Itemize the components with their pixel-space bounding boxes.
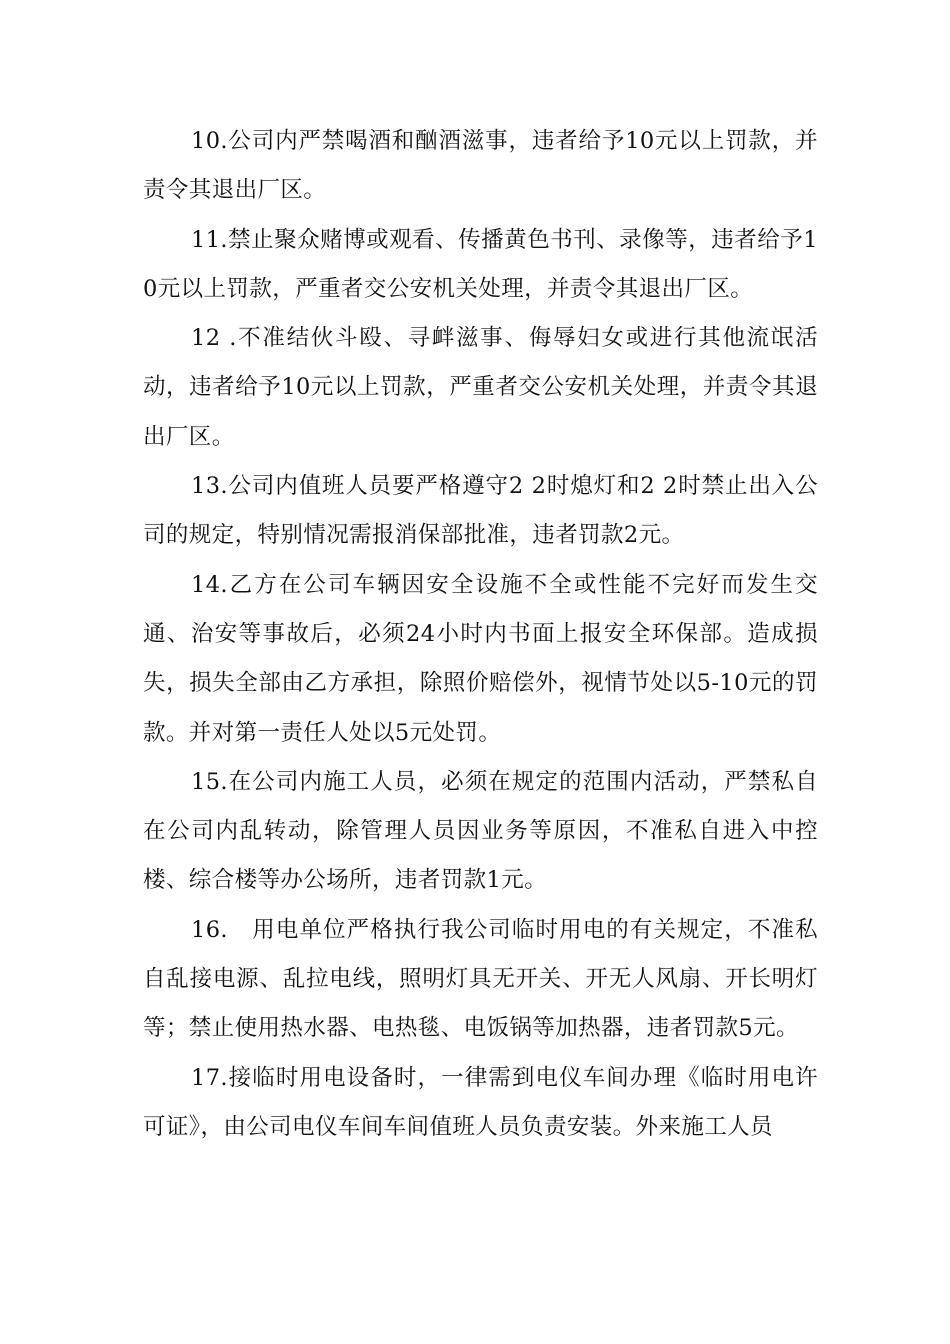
rule-item-10: 10.公司内严禁喝酒和酗酒滋事，违者给予10元以上罚款，并责令其退出厂区。 (143, 128, 818, 204)
rule-item-11: 11.禁止聚众赌博或观看、传播黄色书刊、录像等，违者给予10元以上罚款，严重者交公安机关处理，并责令其退出厂区。 (143, 226, 818, 302)
rule-item-14: 14.乙方在公司车辆因安全设施不全或性能不完好而发生交通、治安等事故后，必须24小时内书面上报安全环保部。造成损失，损失全部由乙方承担，除照价赔偿外，视情节处以5-10元的罚款。并对第一责任人处以5元处罚。 (143, 571, 818, 746)
rule-item-12: 12 .不准结伙斗殴、寻衅滋事、侮辱妇女或进行其他流氓活动，违者给予10元以上罚款，严重者交公安机关处理，并责令其退出厂区。 (143, 325, 818, 450)
rule-item-15: 15.在公司内施工人员，必须在规定的范围内活动，严禁私自在公司内乱转动，除管理人员因业务等原因，不准私自进入中控楼、综合楼等办公场所，违者罚款1元。 (143, 768, 818, 894)
document-body (143, 117, 818, 1152)
rule-item-13: 13.公司内值班人员要严格遵守2 2时熄灯和2 2时禁止出入公司的规定，特别情况需报消保部批准，违者罚款2元。 (143, 473, 818, 549)
rule-item-16: 16. 用电单位严格执行我公司临时用电的有关规定，不准私自乱接电源、乱拉电线，照明灯具无开关、开无人风扇、开长明灯等；禁止使用热水器、电热毯、电饭锅等加热器，违者罚款5元。 (143, 916, 818, 1042)
rule-item-17: 17.接临时用电设备时，一律需到电仪车间办理《临时用电许可证》，由公司电仪车间车间值班人员负责安装。外来施工人员 (143, 1064, 818, 1140)
